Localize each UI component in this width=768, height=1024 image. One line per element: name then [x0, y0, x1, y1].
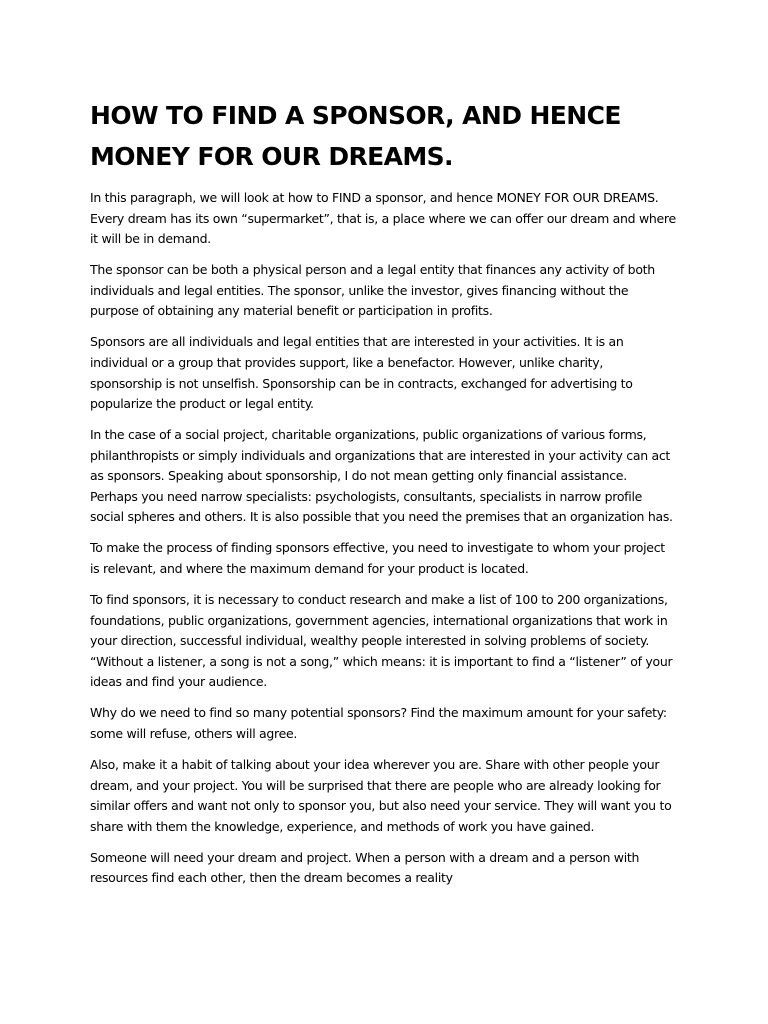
- paragraph-sponsor-definition: The sponsor can be both a physical person and a legal entity that finances any activity of both individuals and legal entities. The sponsor, unlike the investor, gives financing without the purpose of obtaining any material benefit or participation in profits.: [90, 262, 655, 319]
- paragraph-why-many: Why do we need to find so many potential sponsors? Find the maximum amount for your safety: some will refuse, others will agree.: [90, 705, 667, 741]
- paragraph-social-project: In the case of a social project, charitable organizations, public organizations of various forms, philanthropists or simply individuals and organizations that are interested in your activity can act as sponsors. Speaking about sponsorship, I do not mean getting only financial assistance. Perhaps you need narrow specialists: psychologists, consultants, specialists in narrow profile social spheres and others. It is also possible that you need the premises that an organization has.: [90, 427, 673, 525]
- document-page: [90, 95, 676, 899]
- paragraph-research-list: To find sponsors, it is necessary to conduct research and make a list of 100 to 200 organizations, foundations, public organizations, government agencies, international organizations that work in your direction, successful individual, wealthy people interested in solving problems of society. “Without a listener, a song is not a song,” which means: it is important to find a “listener” of your ideas and find your audience.: [90, 592, 673, 690]
- paragraph-who-are-sponsors: Sponsors are all individuals and legal entities that are interested in your activities. It is an individual or a group that provides support, like a benefactor. However, unlike charity, sponsorship is not unselfish. Sponsorship can be in contracts, exchanged for advertising to popularize the product or legal entity.: [90, 334, 633, 412]
- document-title: HOW TO FIND A SPONSOR, AND HENCE MONEY FOR OUR DREAMS.: [90, 101, 621, 171]
- paragraph-talk-about-idea: Also, make it a habit of talking about your idea wherever you are. Share with other people your dream, and your project. You will be surprised that there are people who are already looking for similar offers and want not only to sponsor you, but also need your service. They will want you to share with them the knowledge, experience, and methods of work you have gained.: [90, 756, 672, 834]
- paragraph-intro: In this paragraph, we will look at how to FIND a sponsor, and hence MONEY FOR OUR DREAMS. Every dream has its own “supermarket”, that is, a place where we can offer our dream and where it will be in demand.: [90, 190, 676, 247]
- paragraph-effective-process: To make the process of finding sponsors effective, you need to investigate to whom your project is relevant, and where the maximum demand for your product is located.: [90, 540, 665, 577]
- paragraph-conclusion: Someone will need your dream and project. When a person with a dream and a person with resources find each other, then the dream becomes a reality: [90, 849, 640, 886]
